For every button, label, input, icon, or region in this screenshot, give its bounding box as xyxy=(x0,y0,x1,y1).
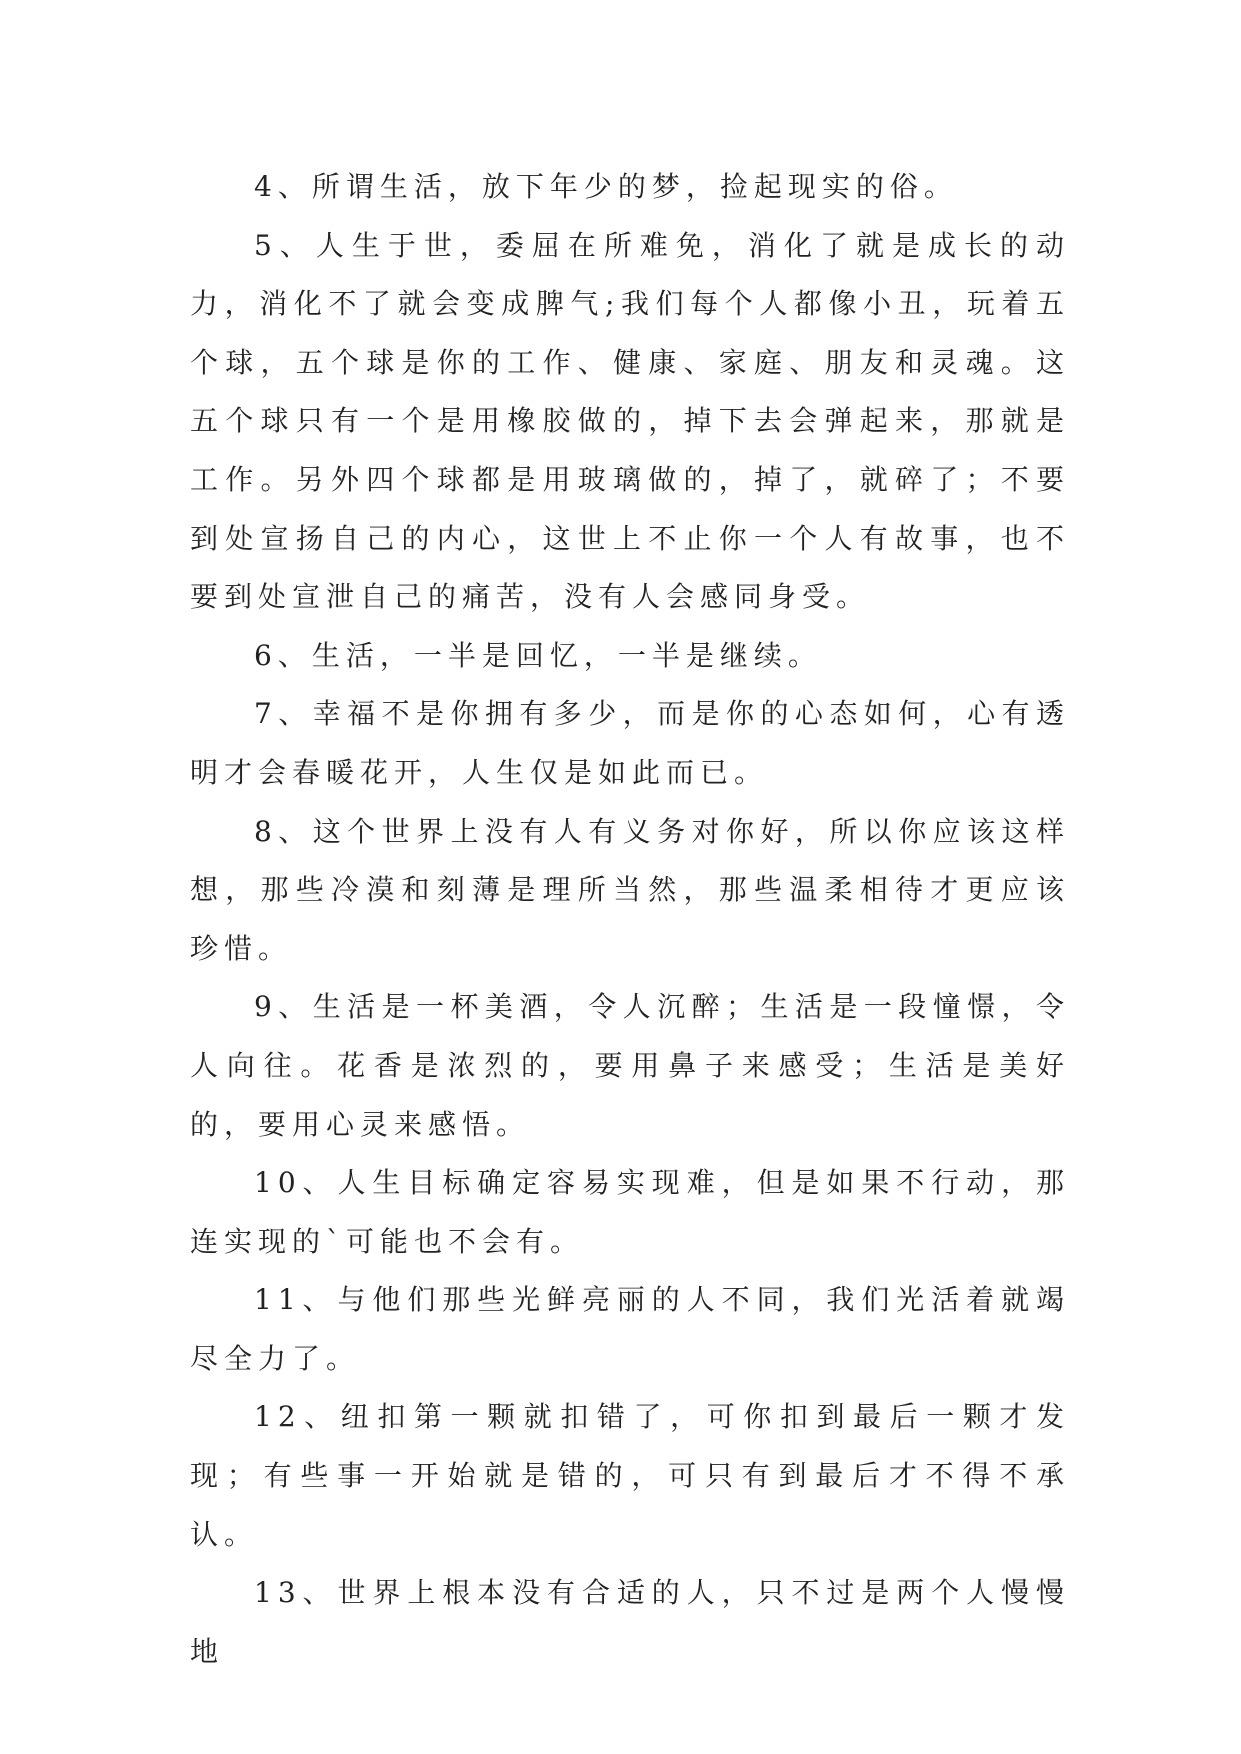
paragraph-4: 4、所谓生活，放下年少的梦，捡起现实的俗。 xyxy=(254,170,958,203)
paragraph-11: 11、与他们那些光鲜亮丽的人不同，我们光活着就竭尽全力了。 xyxy=(190,1283,1070,1375)
document-body xyxy=(190,158,1070,1681)
paragraph-7: 7、幸福不是你拥有多少，而是你的心态如何，心有透明才会春暖花开，人生仅是如此而已。 xyxy=(190,697,1070,789)
paragraph-9: 9、生活是一杯美酒，令人沉醉；生活是一段憧憬，令人向往。花香是浓烈的，要用鼻子来感受；生活是美好的，要用心灵来感悟。 xyxy=(190,990,1070,1141)
paragraph-13: 13、世界上根本没有合适的人，只不过是两个人慢慢地 xyxy=(190,1576,1070,1668)
paragraph-5: 5、人生于世，委屈在所难免，消化了就是成长的动力，消化不了就会变成脾气;我们每个人都像小丑，玩着五个球，五个球是你的工作、健康、家庭、朋友和灵魂。这五个球只有一个是用橡胶做的，掉下去会弹起来，那就是工作。另外四个球都是用玻璃做的，掉了，就碎了；不要到处宣扬自己的内心，这世上不止你一个人有故事，也不要到处宣泄自己的痛苦，没有人会感同身受。 xyxy=(190,228,1070,614)
paragraph-10: 10、人生目标确定容易实现难，但是如果不行动，那连实现的`可能也不会有。 xyxy=(190,1166,1070,1258)
paragraph-8: 8、这个世界上没有人有义务对你好，所以你应该这样想，那些冷漠和刻薄是理所当然，那些温柔相待才更应该珍惜。 xyxy=(190,814,1070,965)
paragraph-6: 6、生活，一半是回忆，一半是继续。 xyxy=(254,638,822,672)
paragraph-12: 12、纽扣第一颗就扣错了，可你扣到最后一颗才发现；有些事一开始就是错的，可只有到最后才不得不承认。 xyxy=(190,1400,1070,1551)
